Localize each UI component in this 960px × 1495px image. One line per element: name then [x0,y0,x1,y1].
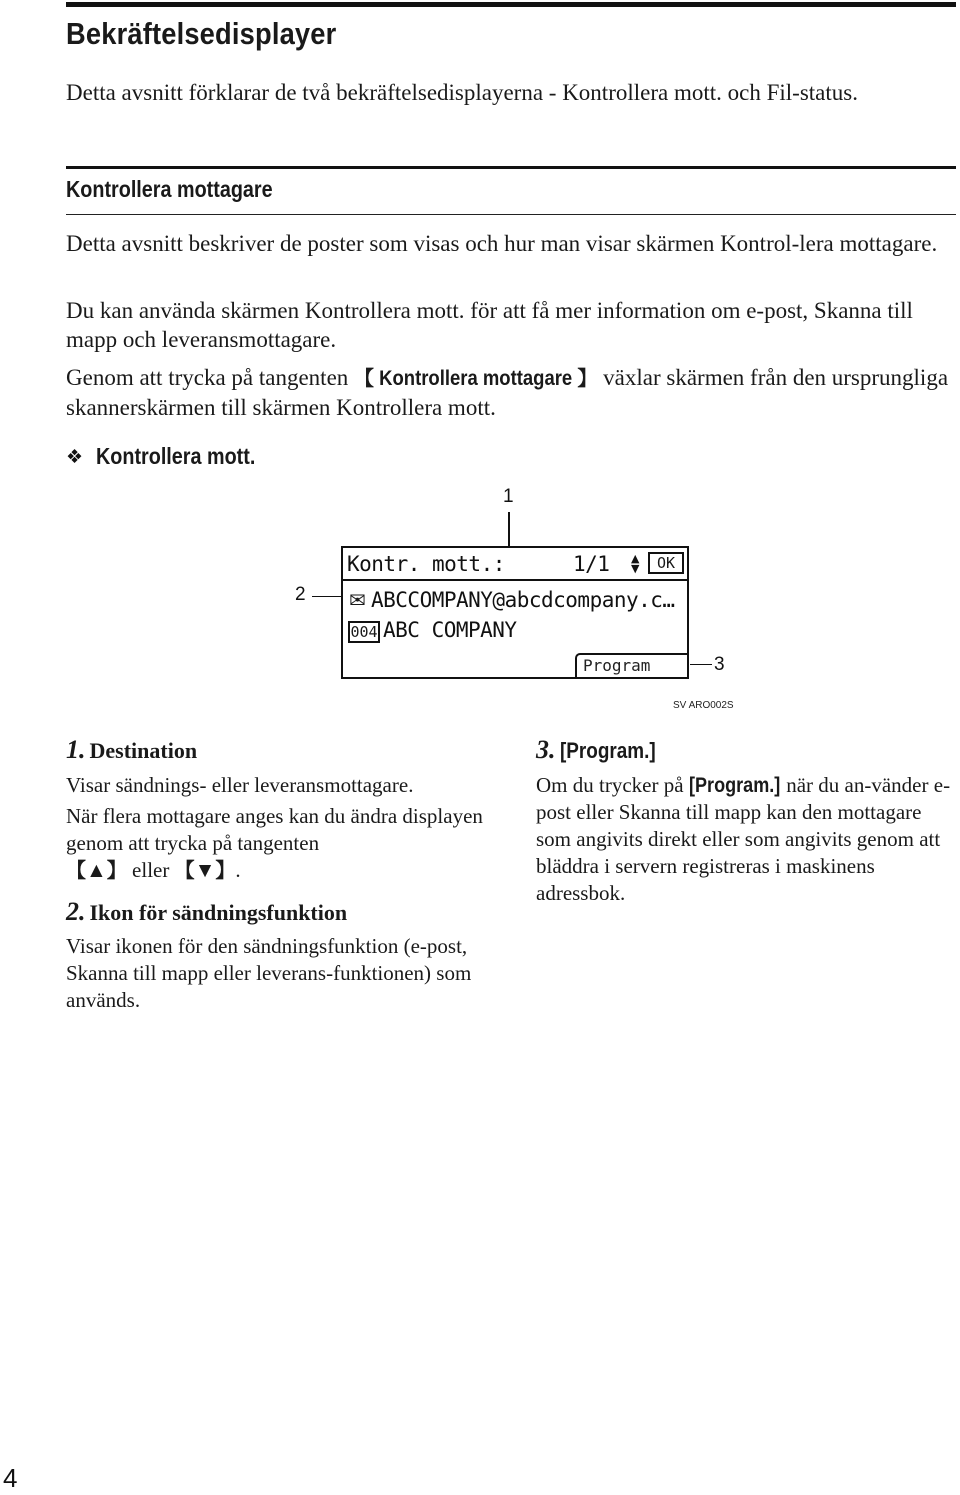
left-bracket: 【 [174,858,195,882]
lcd-screen [341,546,689,679]
item-2-title: Ikon för sändningsfunktion [89,900,348,925]
right-bracket: 】 [215,858,236,882]
up-down-arrow-icon: ▲ ▼ [631,552,640,575]
page-number: 4 [3,1463,18,1493]
item-1-text-a: Visar sändnings- eller leveransmottagare. [66,773,414,797]
page-title: Bekräftelsedisplayer [66,16,337,51]
email-function-icon: ✉ [349,588,366,612]
section-title: Kontrollera mottagare [66,176,273,202]
callout-2: 2 [295,584,306,605]
lcd-number-box: 004 [348,621,380,643]
right-bracket: 】 [577,366,598,390]
callout-1: 1 [503,486,514,507]
subsection-title: Kontrollera mott. [96,443,256,469]
item-1-title: Destination [89,738,198,763]
item-1-number: 1. [66,735,86,764]
item-3-number: 3. [536,735,556,764]
lcd-title: Kontr. mott.: [347,552,505,576]
item-2-text: Visar ikonen för den sändningsfunktion (e-post, Skanna till mapp eller leverans-funktionen) som används. [66,934,472,1012]
top-rule [66,2,956,7]
left-bracket: 【 [354,366,375,390]
lcd-title-rule [343,579,687,581]
right-bracket: 】 [106,858,127,882]
item-2-heading [66,897,347,927]
item-1-body [66,772,506,884]
item-1-or: eller [132,858,170,882]
item-1-heading [66,735,197,765]
callout-3-line [690,664,712,665]
section-rule [66,166,956,169]
section-underline [66,214,956,215]
arrow-down-icon: ▼ [194,858,216,882]
paragraph-1: Detta avsnitt beskriver de poster som visas och hur man visar skärmen Kontrol-lera mottagare. [66,231,938,256]
lcd-destination: ABCCOMPANY@abcdcompany.c… [371,588,675,612]
arrow-up-icon: ▲ [86,858,107,882]
lcd-ok-button: OK [648,552,684,574]
intro-paragraph: Detta avsnitt förklarar de två bekräftelsedisplayerna - Kontrollera mott. och Fil-status. [66,80,858,105]
item-3-key: [Program.] [688,774,781,797]
lcd-name: ABC COMPANY [383,618,517,642]
item-3-text-a: Om du trycker på [536,773,689,797]
lcd-program-button: Program [575,653,688,677]
item-1-text-b: När flera mottagare anges kan du ändra displayen genom att trycka på tangenten [66,804,483,855]
lcd-page-counter: 1/1 [573,552,610,576]
paragraph-3 [66,363,958,422]
item-1-text-b-wrap: När flera mottagare anges kan du ändra displayen genom att trycka på tangenten 【▲】 eller 【▼】. [66,804,483,882]
item-3-text [536,772,960,907]
left-bracket: 【 [66,858,86,882]
paragraph-2: Du kan använda skärmen Kontrollera mott. för att få mer information om e-post, Skanna till mapp och leveransmottagare. [66,298,913,352]
paragraph-3-start: Genom att trycka på tangenten [66,365,355,390]
diamond-bullet-icon: ❖ [66,447,84,468]
paragraph-3-end: växlar skärmen från den ursprungliga skannerskärmen till skärmen Kontrollera mott. [66,365,949,420]
item-2-number: 2. [66,897,86,926]
figure-code: SV ARO002S [673,700,734,711]
callout-3: 3 [714,654,725,675]
item-3-title: [Program.] [559,738,656,763]
key-kontrollera-mottagare: Kontrollera mottagare [379,367,573,390]
item-3-heading [536,735,671,765]
item-3-text-b: när du an-vänder e-post eller Skanna till mapp kan den mottagare som angivits direkt eller som angivits genom att bläddra i servern registreras i maskinens adressbok. [536,773,951,905]
